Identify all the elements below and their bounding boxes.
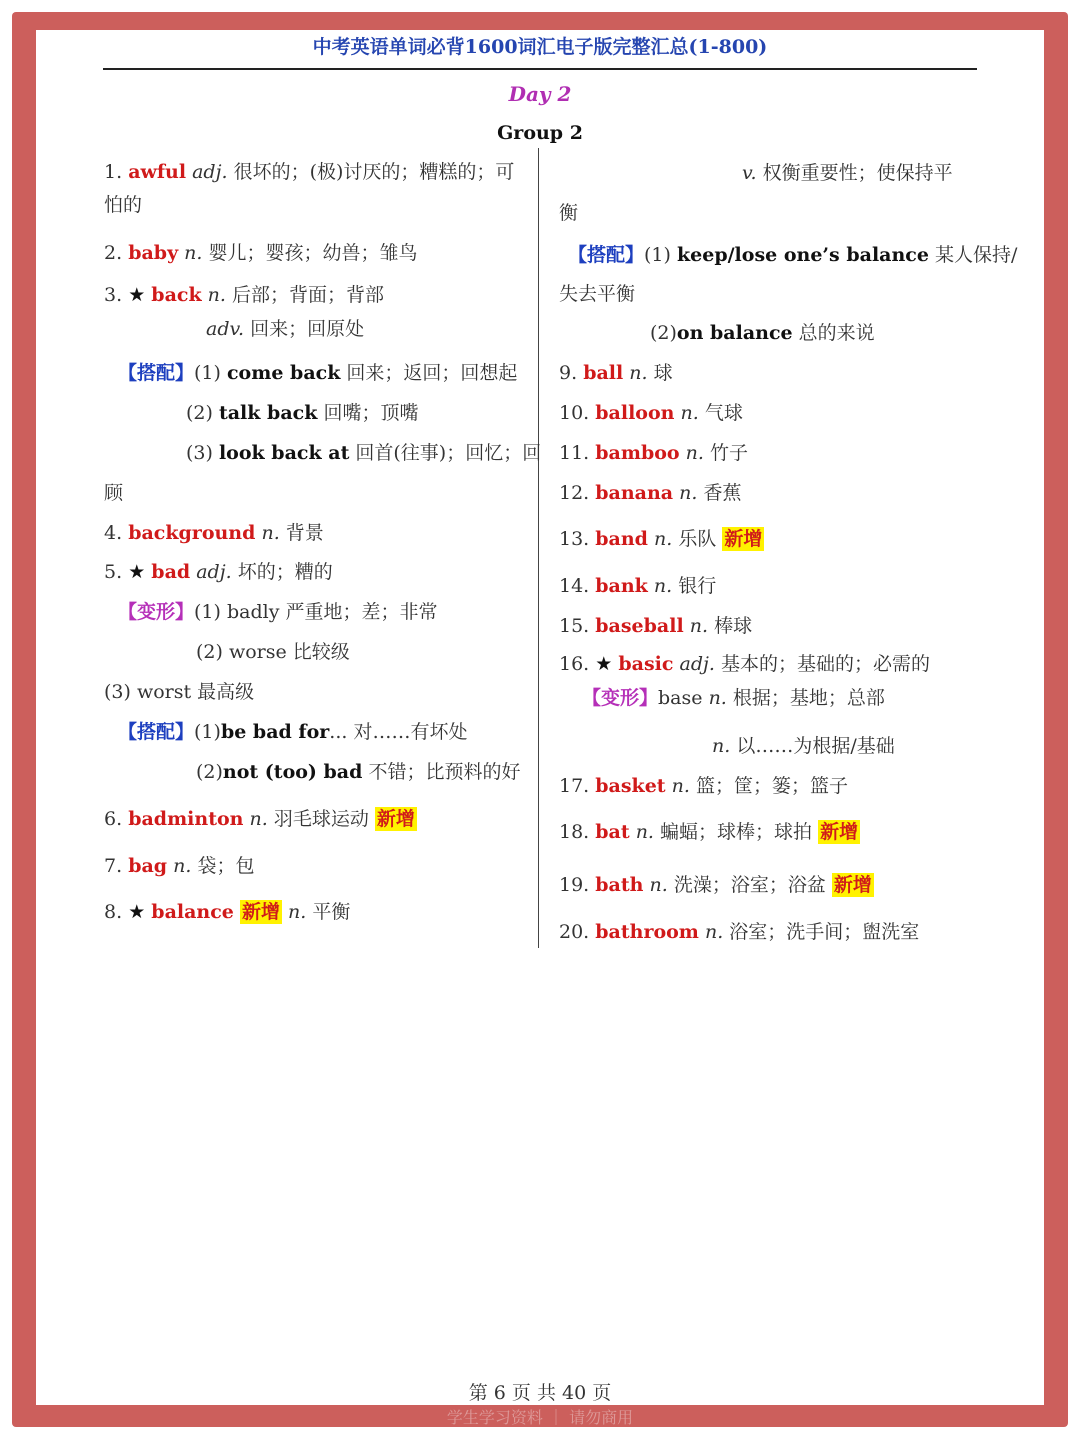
bad-form-3: (3) worst 最高级 — [104, 681, 255, 703]
collocation-tag: 【搭配】 — [118, 721, 195, 743]
entry-bath: 19. bath n. 洗澡；浴室；浴盆 新增 — [559, 874, 872, 896]
back-collocation-1: 【搭配】(1) come back 回来；返回；回想起 — [118, 362, 518, 384]
entry-back-adv: adv. 回来；回原处 — [206, 318, 365, 340]
form-tag: 【变形】 — [582, 687, 659, 709]
entry-back: 3. ★ back n. 后部；背面；背部 — [104, 284, 385, 306]
balance-collocation-1-cont: 失去平衡 — [559, 283, 636, 305]
balance-collocation-2: (2)on balance 总的来说 — [650, 322, 875, 344]
entry-bamboo: 11. bamboo n. 竹子 — [559, 442, 748, 464]
bad-form-1: 【变形】(1) badly 严重地；差；非常 — [118, 601, 438, 623]
entry-ball: 9. ball n. 球 — [559, 362, 673, 384]
entry-background: 4. background n. 背景 — [104, 522, 324, 544]
entry-bank: 14. bank n. 银行 — [559, 575, 717, 597]
back-collocation-3-cont: 顾 — [104, 482, 124, 504]
bad-collocation-2: (2)not (too) bad 不错；比预料的好 — [196, 761, 521, 783]
group-heading: Group 2 — [497, 122, 583, 144]
star-icon: ★ — [595, 653, 613, 675]
balance-verb: v. 权衡重要性；使保持平 — [742, 162, 953, 184]
entry-baby: 2. baby n. 婴儿；婴孩；幼兽；雏鸟 — [104, 242, 418, 264]
new-badge: 新增 — [376, 808, 415, 830]
entry-bathroom: 20. bathroom n. 浴室；洗手间；盥洗室 — [559, 921, 920, 943]
new-badge: 新增 — [241, 901, 280, 923]
back-collocation-3: (3) look back at 回首(往事)；回忆；回 — [186, 442, 542, 464]
balance-verb-cont: 衡 — [559, 202, 579, 224]
basic-form-2: n. 以……为根据/基础 — [712, 735, 895, 757]
day-heading: Day 2 — [508, 82, 572, 106]
collocation-tag: 【搭配】 — [568, 244, 645, 266]
entry-baseball: 15. baseball n. 棒球 — [559, 615, 753, 637]
entry-band: 13. band n. 乐队 新增 — [559, 528, 763, 550]
new-badge: 新增 — [820, 821, 859, 843]
word: awful — [128, 161, 187, 183]
entry-badminton: 6. badminton n. 羽毛球运动 新增 — [104, 808, 415, 830]
column-divider — [538, 148, 539, 948]
entry-banana: 12. banana n. 香蕉 — [559, 482, 742, 504]
star-icon: ★ — [128, 901, 146, 923]
page-sheet — [36, 30, 1044, 1405]
entry-bat: 18. bat n. 蝙蝠；球棒；球拍 新增 — [559, 821, 859, 843]
basic-form-1: 【变形】base n. 根据；基地；总部 — [582, 687, 885, 709]
new-badge: 新增 — [833, 874, 872, 896]
bad-collocation-1: 【搭配】(1)be bad for... 对……有坏处 — [118, 721, 468, 743]
document-title: 中考英语单词必背1600词汇电子版完整汇总(1-800) — [312, 36, 768, 58]
entry-basket: 17. basket n. 篮；筐；篓；篮子 — [559, 775, 848, 797]
entry-basic: 16. ★ basic adj. 基本的；基础的；必需的 — [559, 653, 930, 675]
star-icon: ★ — [128, 284, 146, 306]
new-badge: 新增 — [724, 528, 763, 550]
form-tag: 【变形】 — [118, 601, 195, 623]
back-collocation-2: (2) talk back 回嘴；顶嘴 — [186, 402, 419, 424]
balance-collocation-1: 【搭配】(1) keep/lose one’s balance 某人保持/ — [568, 244, 1018, 266]
entry-bad: 5. ★ bad adj. 坏的；糟的 — [104, 561, 333, 583]
entry-awful: 1. awful adj. 很坏的；(极)讨厌的；糟糕的；可 — [104, 161, 515, 183]
collocation-tag: 【搭配】 — [118, 362, 195, 384]
header-rule — [103, 68, 977, 70]
entry-balance: 8. ★ balance 新增 n. 平衡 — [104, 901, 351, 923]
entry-balloon: 10. balloon n. 气球 — [559, 402, 743, 424]
bad-form-2: (2) worse 比较级 — [196, 641, 350, 663]
entry-awful-cont: 怕的 — [104, 194, 143, 216]
watermark: 学生学习资料 ｜ 请勿商用 — [446, 1408, 634, 1427]
star-icon: ★ — [128, 561, 146, 583]
page-number: 第 6 页 共 40 页 — [468, 1382, 612, 1404]
entry-bag: 7. bag n. 袋；包 — [104, 855, 255, 877]
